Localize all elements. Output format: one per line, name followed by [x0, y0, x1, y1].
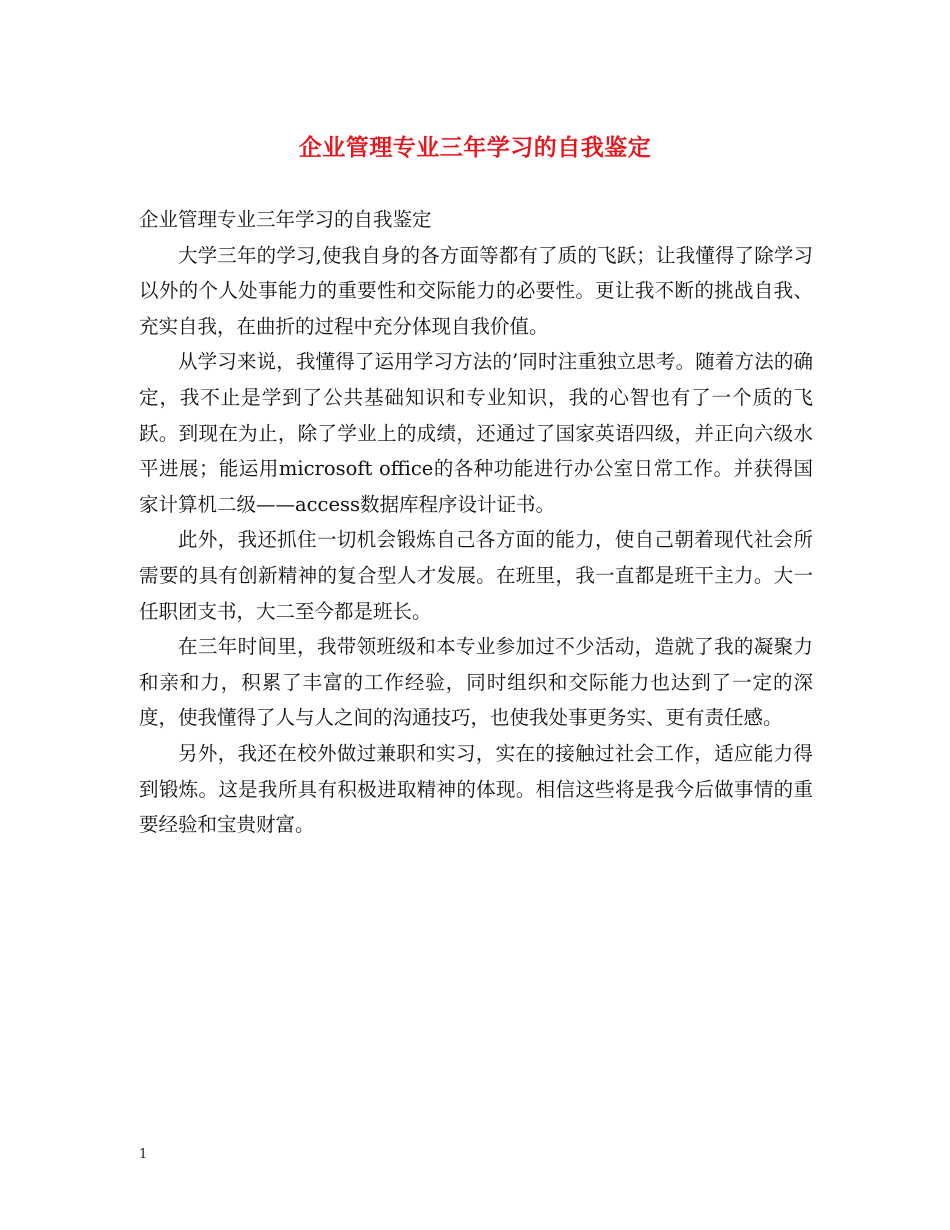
paragraph-3: 此外，我还抓住一切机会锻炼自己各方面的能力，使自己朝着现代社会所需要的具有创新精神的复合型人才发展。在班里，我一直都是班干主力。大一任职团支书，大二至今都是班长。	[139, 528, 813, 623]
document-body	[139, 202, 813, 843]
document-title: 企业管理专业三年学习的自我鉴定	[298, 134, 652, 161]
paragraph-4: 在三年时间里，我带领班级和本专业参加过不少活动，造就了我的凝聚力和亲和力，积累了丰富的工作经验，同时组织和交际能力也达到了一定的深度，使我懂得了人与人之间的沟通技巧，也使我处事更务实、更有责任感。	[139, 635, 813, 730]
heading-line: 企业管理专业三年学习的自我鉴定	[139, 208, 432, 231]
paragraph-2: 从学习来说，我懂得了运用学习方法的’同时注重独立思考。随着方法的确定，我不止是学到了公共基础知识和专业知识，我的心智也有了一个质的飞跃。到现在为止，除了学业上的成绩，还通过了国家英语四级，并正向六级水平进展；能运用microsoft office的各种功能进行办公室日常工作。并获得国家计算机二级——access数据库程序设计证书。	[139, 350, 813, 516]
paragraph-1: 大学三年的学习,使我自身的各方面等都有了质的飞跃；让我懂得了除学习以外的个人处事能力的重要性和交际能力的必要性。更让我不断的挑战自我、充实自我，在曲折的过程中充分体现自我价值。	[139, 243, 813, 338]
paragraph-5: 另外，我还在校外做过兼职和实习，实在的接触过社会工作，适应能力得到锻炼。这是我所具有积极进取精神的体现。相信这些将是我今后做事情的重要经验和宝贵财富。	[139, 741, 813, 837]
page-number: 1	[139, 1147, 148, 1162]
